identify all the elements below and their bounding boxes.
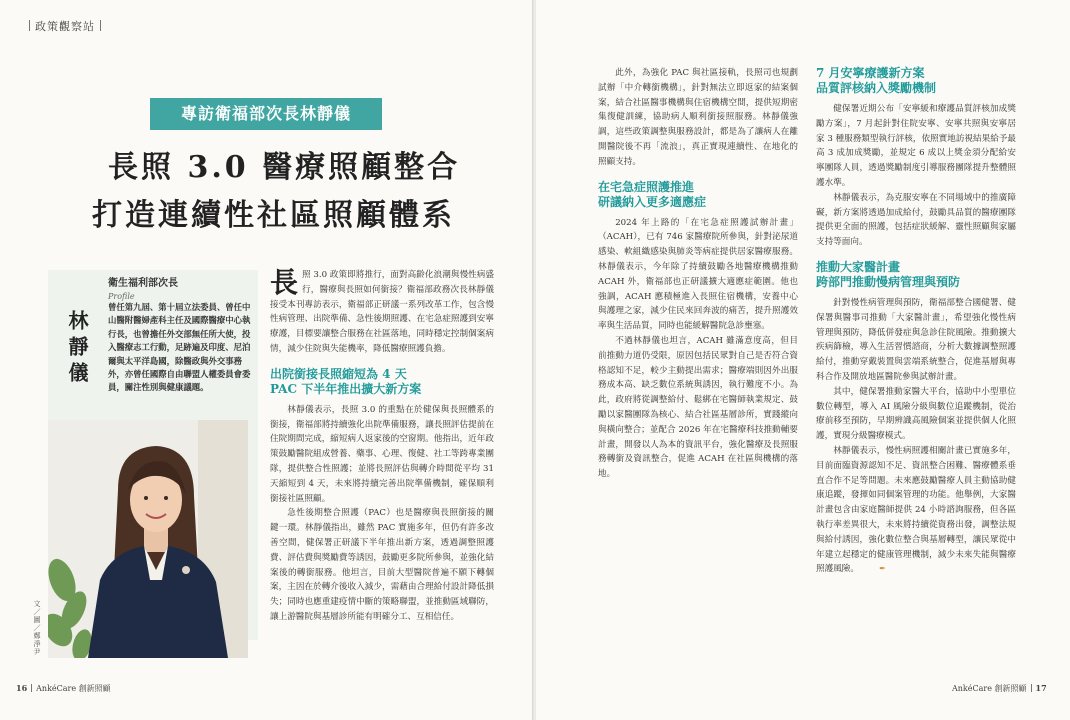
interview-banner: 專訪衛福部次長林靜儀 — [150, 98, 382, 130]
right-page — [536, 0, 1070, 720]
portrait-illustration — [48, 420, 248, 658]
profile-name: 林靜儀 — [65, 310, 89, 388]
end-mark-icon: ✒ — [879, 564, 886, 574]
left-page — [0, 0, 534, 720]
paragraph: 針對慢性病管理與預防，衛福部整合國健署、健保署與醫事司推動「大家醫計畫」，希望強化慢性病管理與預防，降低併發症與急診住院風險。推動擴大疾病篩檢，導入生活習慣諮商，分析大數據調整照護給付，推動穿戴裝置與雲端系統整合，促進基層與專科合作及開放地區醫院參與試辦計畫。 — [816, 297, 1016, 382]
paragraph: 林靜儀表示，長照 3.0 的重點在於健保與長照體系的銜接，衛福部將持續強化出院準備服務，讓長照評估提前在住院期間完成，縮短病人返家後的空窗期。他指出，近年政策鼓勵醫院組成營養、藥事、心理、復健、社工等跨專業團隊，提供整合性照護；並將長照評估與轉介時間從平均 31 天縮短到 4 天，未來將持續完善出院準備機制，確保順利銜接社區照顧。 — [270, 404, 494, 504]
paragraph: 2024 年上路的「在宅急症照護試辦計畫」（ACAH），已有 746 家醫療院所參與，針對泌尿道感染、軟組織感染與肺炎等病症提供居家醫療服務。林靜儀表示，今年除了持續鼓勵各地醫療機構推動 ACAH 外，衛福部也正研議擴大適應症範圍。他也強調，ACAH 應積極進入長照住宿機構，安養中心與護理之家，減少住民來回奔波的痛苦，提升照護效率與生活品質，同時也能緩解醫院急診壅塞。 — [598, 217, 798, 332]
article-column-3 — [816, 66, 1016, 672]
profile-label: Profile — [108, 292, 135, 301]
paragraph: 其中，健保署推動家醫大平台，協助中小型單位數位轉型，導入 AI 風險分級與數位追蹤機制，從治療前移至預防，早期辨識高風險個案並提供個人化照護，實現分級醫療模式。 — [816, 386, 1016, 442]
photo-credit: 文／圖／鄭淨尹 — [33, 600, 41, 656]
headline-line-1: 長照 3.0 醫療照顧整合 — [108, 150, 461, 185]
section-heading-family-doctor: 推動大家醫計畫 跨部門推動慢病管理與預防 — [816, 259, 961, 289]
section-heading-acah: 在宅急症照護推進 研議納入更多適應症 — [598, 179, 707, 209]
paragraph: 急性後期整合照護（PAC）也是醫療與長照銜接的關鍵一環。林靜儀指出，雖然 PAC 實施多年，但仍有許多改善空間，健保署正研議下半年推出新方案，透過調整照護費、評估費與獎勵費等誘因，鼓勵更多院所參與，並強化結案後的轉銜服務。他坦言，目前大型醫院普遍不願下轉個案，主因在於轉介後收入減少，需藉由合理給付設計降低損失；同時也應重建疫情中斷的策略聯盟，並推動區域聯防，讓上游醫院與基層診所能有明確分工、互相信任。 — [270, 508, 494, 622]
paragraph: 健保署近期公布「安寧緩和療護品質評核加成獎勵方案」，7 月起針對住院安寧、安寧共照與安寧居家 3 種服務類型執行評核，依照實地訪視結果給予最高 3 成加成獎勵，並規定 6 成以上獎金須分配給安寧團隊人員，透過獎勵制度引導服務團隊提升整體照護水準。 — [816, 104, 1016, 188]
profile-bio: 曾任第九屆、第十屆立法委員、曾任中山醫附醫婦產科主任及國際醫療中心執行長，也曾擔任外交部無任所大使，投入醫療志工行動，足跡遍及印度、尼泊爾與太平洋島國，除醫政與外交事務外，亦曾任國際自由聯盟人權委員會委員，關注性別與健康議題。 — [108, 302, 251, 393]
section-heading-discharge: 出院銜接長照縮短為 4 天 PAC 下半年推出擴大新方案 — [270, 366, 422, 396]
left-folio: 16 AnkéCare 創新照顧 — [16, 683, 111, 693]
section-tag: 政策觀察站 — [24, 18, 106, 34]
paragraph: 林靜儀表示，慢性病照護相關計畫已實施多年，目前面臨資源認知不足、資訊整合困難、醫療體系垂直合作不足等問題。未來應鼓勵醫療人員主動協助健康追蹤，發揮如同個案管理的功能。他舉例，大家醫計畫包含由家庭醫師提供 24 小時諮詢服務，但各區執行率差異很大，未來將持續從資務出發，調整法規與給付誘因，強化數位整合與基層轉型，讓民眾從中年建立起穩定的健康管理機制，減少未來失能與醫療照護風險。 ✒ — [816, 444, 1016, 577]
section-heading-hospice: 7 月安寧療護新方案 品質評核納入獎勵機制 — [816, 66, 937, 95]
article-headline — [92, 142, 512, 234]
right-folio: AnkéCare 創新照顧 17 — [952, 683, 1047, 693]
portrait-photo — [48, 420, 248, 658]
headline-line-2: 打造連續性社區照顧體系 — [92, 198, 455, 233]
drop-cap: 長 — [270, 266, 299, 299]
paragraph: 林靜儀表示，為克服安寧在不同場域中的推廣障礙，新方案將透過加成給付，鼓勵具品質的醫療團隊提供更全面的照護，包括症狀緩解、靈性照顧與家屬支持等面向。 — [816, 192, 1016, 248]
profile-title: 衛生福利部次長 — [108, 278, 178, 289]
article-column-2 — [598, 66, 798, 672]
intro-paragraph: 長照 3.0 政策即將推行，面對高齡化浪潮與慢性病盛行，醫療與長照如何銜接？衛福部政務次長林靜儀接受本刊專訪表示，衛福部正研議一系列改革工作，包含慢性病管理、出院準備、急性後期照護、在宅急症照護到安寧療護，目標要讓整合服務在社區落地，同時穩定控制個案病情，減少住院與失能機率，降低醫療照護負擔。 — [270, 266, 494, 354]
paragraph: 此外，為強化 PAC 與社區接軌，長照司也規劃試辦「中介轉銜機構」，針對無法立即返家的結案個案，結合社區醫事機構與住宿機構空間，提供短期密集復健訓練，協助病人順利銜接照服務。林靜儀強調，這些政策調整與服務設計，都是為了讓病人在離開醫院後不再「流浪」，真正實現連續性、在地化的照顧支持。 — [598, 68, 798, 167]
paragraph: 不過林靜儀也坦言，ACAH 雖滿意度高，但目前推動力道仍受限，原因包括民眾對自己是否符合資格認知不足，較少主動提出需求；醫療端則因外出服務成本高、缺乏數位系統與誘因，執行難度不小。為此，政府將從調整給付、鬆綁在宅醫師執業規定、鼓勵以家醫團隊為核心、結合社區基層診所，實踐縱向與橫向整合；並配合 2026 年在宅醫療科技推動輔要計畫，開發以人為本的資訊平台，強化醫療及長照服務轉銜及資訊整合，促進 ACAH 在社區與機構的落地。 — [598, 335, 798, 480]
article-column-1 — [270, 268, 494, 624]
